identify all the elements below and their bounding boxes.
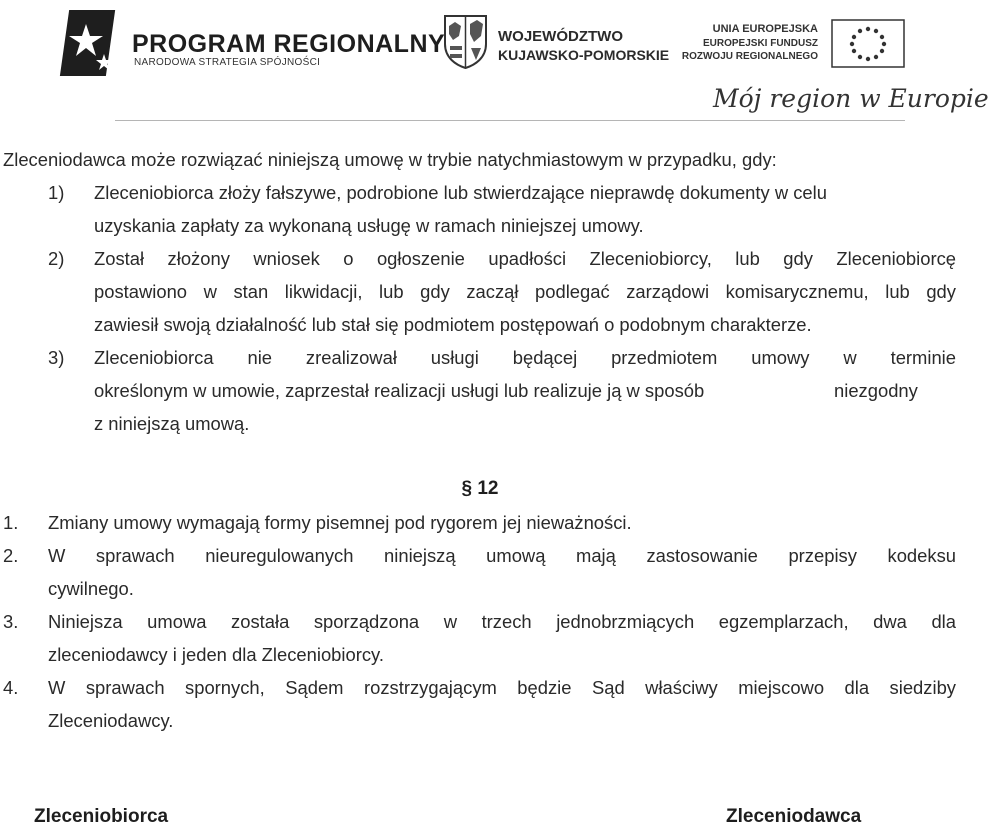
provision-number: 4. (3, 677, 19, 698)
condition-line: niezgodny (834, 380, 918, 401)
wojewodztwo-line2: KUJAWSKO-POMORSKIE (498, 47, 670, 63)
eu-logo (681, 20, 905, 70)
star-emblem-icon (60, 4, 124, 84)
eu-line2: EUROPEJSKI FUNDUSZ (702, 38, 818, 49)
wojewodztwo-line1: WOJEWÓDZTWO (498, 28, 623, 45)
eu-line1: UNIA EUROPEJSKA (712, 23, 818, 35)
section-heading (440, 478, 520, 500)
provision-number: 1. (3, 512, 19, 533)
provision-number: 2. (3, 545, 19, 566)
motto-script: Mój region w Europie (713, 84, 989, 113)
provision-line: Zmiany umowy wymagają formy pisemnej pod rygorem jej nieważności. (48, 512, 632, 533)
section-number: 12 (477, 478, 499, 499)
condition-line: Zleceniobiorca nie zrealizował usługi będącej przedmiotem umowy w terminie (94, 347, 956, 368)
provision-line: W sprawach spornych, Sądem rozstrzygającym będzie Sąd właściwy miejscowo dla siedziby (48, 677, 956, 698)
condition-line: uzyskania zapłaty za wykonaną usługę w ramach niniejszej umowy. (94, 215, 644, 236)
provision-line: Niniejsza umowa została sporządzona w trzech jednobrzmiących egzemplarzach, dwa dla (48, 611, 956, 632)
document-header (0, 0, 989, 135)
signature-right: Zleceniodawca (726, 806, 862, 827)
eu-line3: ROZWOJU REGIONALNEGO (681, 51, 818, 62)
condition-line: postawiono w stan likwidacji, lub gdy zaczął podlegać zarządowi komisarycznemu, lub gdy (94, 281, 956, 302)
condition-number: 1) (48, 182, 65, 203)
condition-line: Został złożony wniosek o ogłoszenie upadłości Zleceniobiorcy, lub gdy Zleceniobiorcę (94, 248, 956, 269)
signature-left: Zleceniobiorca (34, 806, 169, 827)
condition-number: 3) (48, 347, 65, 368)
intro-paragraph: Zleceniodawca może rozwiązać niniejszą umowę w trybie natychmiastowym w przypadku, gdy: (3, 149, 777, 170)
provision-line: W sprawach nieuregulowanych niniejszą umową mają zastosowanie przepisy kodeksu (48, 545, 956, 566)
coat-of-arms-icon (443, 14, 488, 69)
condition-line: zawiesił swoją działalność lub stał się podmiotem postępowań o podobnym charakterze. (94, 314, 812, 335)
wojewodztwo-logo (443, 14, 670, 70)
provision-line: Zleceniodawcy. (48, 710, 174, 731)
header-divider (115, 120, 905, 121)
eu-flag-icon (831, 19, 905, 68)
provision-line: zleceniodawcy i jeden dla Zleceniobiorcy. (48, 644, 384, 665)
provision-number: 3. (3, 611, 19, 632)
program-regionalny-logo (60, 4, 446, 84)
condition-line: Zleceniobiorca złoży fałszywe, podrobione lub stwierdzające nieprawdę dokumenty w celu (94, 182, 827, 203)
program-title: PROGRAM REGIONALNY (132, 30, 446, 58)
provision-line: cywilnego. (48, 578, 134, 599)
condition-line: określonym w umowie, zaprzestał realizacji usługi lub realizuje ją w sposób (94, 380, 705, 401)
condition-line: z niniejszą umową. (94, 413, 250, 434)
condition-number: 2) (48, 248, 65, 269)
section-symbol: § (461, 478, 473, 499)
program-subtitle: NARODOWA STRATEGIA SPÓJNOŚCI (134, 57, 321, 68)
